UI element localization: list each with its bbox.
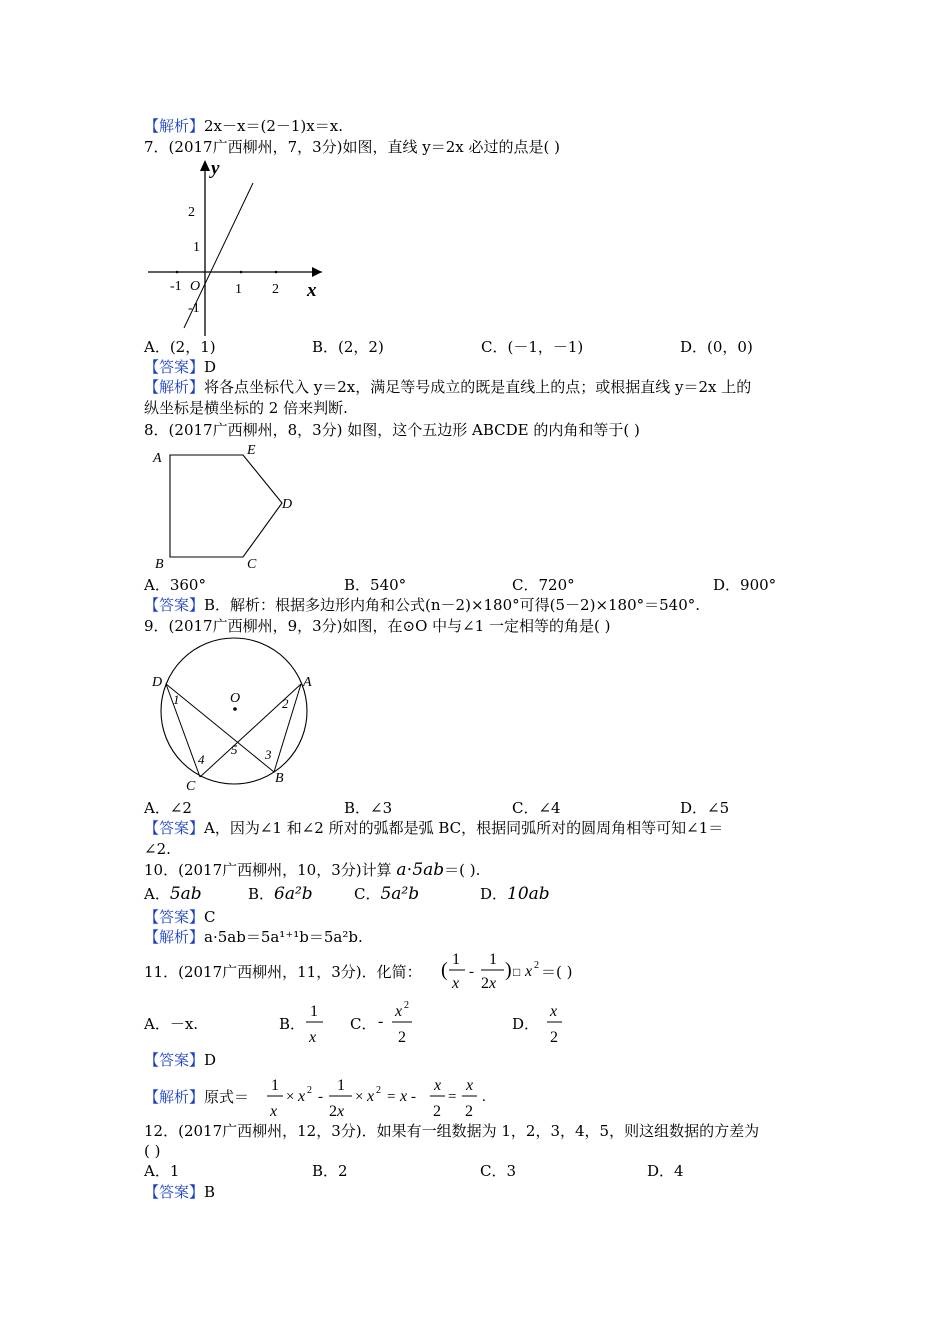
q10-option-c[interactable] <box>354 884 419 904</box>
q9-answer-continued: ∠2. <box>144 840 171 858</box>
svg-text:x: x <box>550 1003 558 1020</box>
svg-text:1: 1 <box>452 951 460 968</box>
q11-option-a[interactable]: A．－x. <box>144 1015 199 1033</box>
option-letter: C． <box>350 1015 377 1033</box>
svg-text:=: = <box>448 1089 457 1105</box>
q9-stem: 9．(2017广西柳州，9，3分)如图，在⊙O 中与∠1 一定相等的角是( ) <box>144 617 611 635</box>
svg-text:-: - <box>469 964 474 980</box>
svg-text:=: = <box>387 1089 396 1105</box>
vertex-label: D <box>282 497 293 512</box>
svg-text:x: x <box>434 1077 442 1094</box>
svg-text:): ) <box>505 959 512 981</box>
option-expression: 5ab <box>169 884 202 904</box>
q11-option-c-fraction <box>378 996 418 1048</box>
stem-text: 10．(2017广西柳州，10，3分)计算 <box>144 861 397 879</box>
q8-stem: 8．(2017广西柳州，8，3分) 如图，这个五边形 ABCDE 的内角和等于( ) <box>144 421 640 439</box>
q9-option-c[interactable]: C．∠4 <box>512 799 561 817</box>
svg-text:x: x <box>270 1103 278 1120</box>
y-tick-label: 2 <box>188 205 195 220</box>
analysis-text: 2x－x＝(2－1)x＝x. <box>204 117 343 135</box>
q11-stem-formula <box>441 948 541 994</box>
svg-text:-: - <box>378 1013 384 1030</box>
x-tick-label: 1 <box>235 282 242 297</box>
q11-option-b-fraction <box>303 996 327 1048</box>
q10-stem <box>144 860 480 880</box>
svg-text:1: 1 <box>271 1077 279 1094</box>
q9-answer <box>144 818 723 838</box>
option-letter: D． <box>512 1015 540 1033</box>
svg-text:2: 2 <box>307 1085 312 1096</box>
q10-option-b[interactable] <box>248 884 313 904</box>
svg-text:x: x <box>400 1088 408 1105</box>
point-label: D <box>152 675 163 690</box>
q9-option-b[interactable]: B．∠3 <box>344 799 393 817</box>
q8-option-b[interactable]: B．540° <box>344 576 407 594</box>
svg-text:(: ( <box>441 959 448 981</box>
stem-text: ＝( ). <box>444 861 481 879</box>
x-tick-label: -1 <box>170 279 182 294</box>
angle-label: 1 <box>173 692 180 707</box>
stem-expression: a⋅5ab <box>396 860 445 880</box>
q11-option-b[interactable] <box>279 1014 305 1034</box>
q12-stem-continued: ( ) <box>144 1142 161 1160</box>
q10-answer <box>144 907 216 927</box>
point-label: O <box>230 691 241 706</box>
svg-text:1: 1 <box>337 1077 345 1094</box>
answer-text: D <box>204 358 217 376</box>
svg-text:x: x <box>452 975 460 992</box>
answer-text: D <box>204 1051 217 1069</box>
vertex-label: A <box>153 451 162 466</box>
option-expression: 10ab <box>507 884 550 904</box>
origin-label: O <box>190 279 201 294</box>
svg-text:□: □ <box>513 965 521 979</box>
vertex-label: C <box>247 557 257 572</box>
svg-text:2: 2 <box>376 1085 381 1096</box>
y-axis-label: y <box>211 158 220 179</box>
svg-text:x: x <box>309 1029 317 1046</box>
svg-text:2x: 2x <box>329 1103 345 1120</box>
svg-text:x: x <box>466 1077 474 1094</box>
angle-label: 2 <box>282 696 289 711</box>
angle-label: 4 <box>198 752 205 767</box>
analysis-tag: 【解析】 <box>144 1088 205 1106</box>
answer-tag: 【答案】 <box>144 819 205 837</box>
point-label: B <box>275 771 284 786</box>
analysis-tag: 【解析】 <box>144 928 205 946</box>
q7-option-b[interactable]: B．(2，2) <box>312 338 384 356</box>
svg-text:x: x <box>395 1003 403 1020</box>
svg-text:2: 2 <box>465 1103 473 1120</box>
stem-text: 11．(2017广西柳州，11，3分)．化简： <box>144 963 422 981</box>
svg-text:x: x <box>367 1088 375 1105</box>
svg-text:×: × <box>355 1089 364 1105</box>
svg-text:1: 1 <box>310 1003 318 1020</box>
q8-pentagon-figure <box>148 440 298 576</box>
answer-text: A，因为∠1 和∠2 所对的弧都是弧 BC，根据同弧所对的圆周角相等可知∠1＝ <box>204 819 724 837</box>
q12-option-b[interactable]: B．2 <box>312 1162 348 1180</box>
q11-option-d-fraction <box>544 996 566 1048</box>
angle-label: 5 <box>231 742 238 757</box>
q7-stem: 7．(2017广西柳州，7，3分)如图，直线 y＝2x 必过的点是( ) <box>144 138 560 156</box>
vertex-label: B <box>155 557 164 572</box>
q11-option-d[interactable] <box>512 1014 539 1034</box>
q8-option-a[interactable]: A．360° <box>144 576 206 594</box>
y-tick-label: 1 <box>193 240 200 255</box>
q11-answer <box>144 1050 216 1070</box>
q7-coordinate-figure <box>140 156 330 338</box>
option-letter: A． <box>144 885 170 903</box>
q7-answer <box>144 357 216 377</box>
answer-tag: 【答案】 <box>144 1051 205 1069</box>
q11-analysis <box>144 1087 249 1107</box>
answer-text: B <box>204 1183 216 1201</box>
answer-text: C <box>204 908 216 926</box>
svg-text:2: 2 <box>398 1029 406 1046</box>
analysis-text: 原式＝ <box>204 1088 250 1106</box>
q7-option-d[interactable]: D．(0，0) <box>680 338 753 356</box>
q11-stem-end: ＝( ) <box>541 963 573 981</box>
option-letter: C． <box>354 885 381 903</box>
q12-option-a[interactable]: A．1 <box>144 1162 180 1180</box>
q12-answer <box>144 1182 215 1202</box>
q7-option-a[interactable]: A．(2，1) <box>144 338 216 356</box>
option-letter: B． <box>279 1015 306 1033</box>
vertex-label: E <box>247 443 256 458</box>
option-expression: 6a²b <box>274 884 313 904</box>
y-tick-label: -1 <box>188 301 200 316</box>
svg-text:-: - <box>411 1089 416 1105</box>
q6-analysis <box>144 116 343 136</box>
q9-option-a[interactable]: A．∠2 <box>144 799 192 817</box>
q10-analysis <box>144 927 363 947</box>
answer-tag: 【答案】 <box>144 596 205 614</box>
svg-text:x: x <box>525 963 533 980</box>
q9-option-d[interactable]: D．∠5 <box>680 799 730 817</box>
q12-stem: 12．(2017广西柳州，12，3分)．如果有一组数据为 1，2，3，4，5，则这组数据的方差为 <box>144 1122 760 1140</box>
answer-text: B．解析：根据多边形内角和公式(n－2)×180°可得(5－2)×180°＝540°. <box>204 596 701 614</box>
svg-text:2: 2 <box>433 1103 441 1120</box>
option-expression: 5a²b <box>380 884 420 904</box>
answer-tag: 【答案】 <box>144 358 205 376</box>
analysis-tag: 【解析】 <box>144 117 205 135</box>
analysis-text: 将各点坐标代入 y＝2x，满足等号成立的既是直线上的点；或根据直线 y＝2x 上的 <box>204 378 752 396</box>
analysis-tag: 【解析】 <box>144 378 205 396</box>
answer-tag: 【答案】 <box>144 1183 205 1201</box>
q11-option-c[interactable] <box>350 1014 376 1034</box>
svg-text:2: 2 <box>404 1000 409 1011</box>
svg-text:.: . <box>482 1089 486 1105</box>
q12-option-c[interactable]: C．3 <box>480 1162 517 1180</box>
q10-option-d[interactable] <box>480 884 550 904</box>
q8-answer <box>144 595 700 615</box>
analysis-text: a·5ab＝5a¹⁺¹b＝5a²b. <box>204 928 363 946</box>
svg-text:1: 1 <box>489 951 497 968</box>
q8-option-d[interactable]: D．900° <box>713 576 777 594</box>
q7-analysis <box>144 377 751 397</box>
svg-text:2: 2 <box>534 960 539 971</box>
answer-tag: 【答案】 <box>144 908 205 926</box>
q11-stem <box>144 962 422 982</box>
svg-text:x: x <box>298 1088 306 1105</box>
q12-option-d[interactable]: D．4 <box>647 1162 684 1180</box>
point-label: A <box>303 675 312 690</box>
q10-option-a[interactable] <box>144 884 202 904</box>
q11-analysis-formula <box>264 1070 496 1122</box>
point-label: C <box>186 779 196 794</box>
x-tick-label: 2 <box>272 282 279 297</box>
option-letter: D． <box>480 885 508 903</box>
q7-option-c[interactable]: C．(－1，－1) <box>481 338 584 356</box>
svg-text:2: 2 <box>550 1029 558 1046</box>
svg-text:×: × <box>286 1089 295 1105</box>
x-axis-label: x <box>307 280 317 301</box>
q8-option-c[interactable]: C．720° <box>512 576 575 594</box>
svg-text:2x: 2x <box>481 975 497 992</box>
option-letter: B． <box>248 885 275 903</box>
angle-label: 3 <box>265 747 272 762</box>
q9-circle-figure <box>144 634 324 800</box>
q7-analysis-continued: 纵坐标是横坐标的 2 倍来判断. <box>144 399 348 417</box>
svg-text:-: - <box>318 1089 323 1105</box>
